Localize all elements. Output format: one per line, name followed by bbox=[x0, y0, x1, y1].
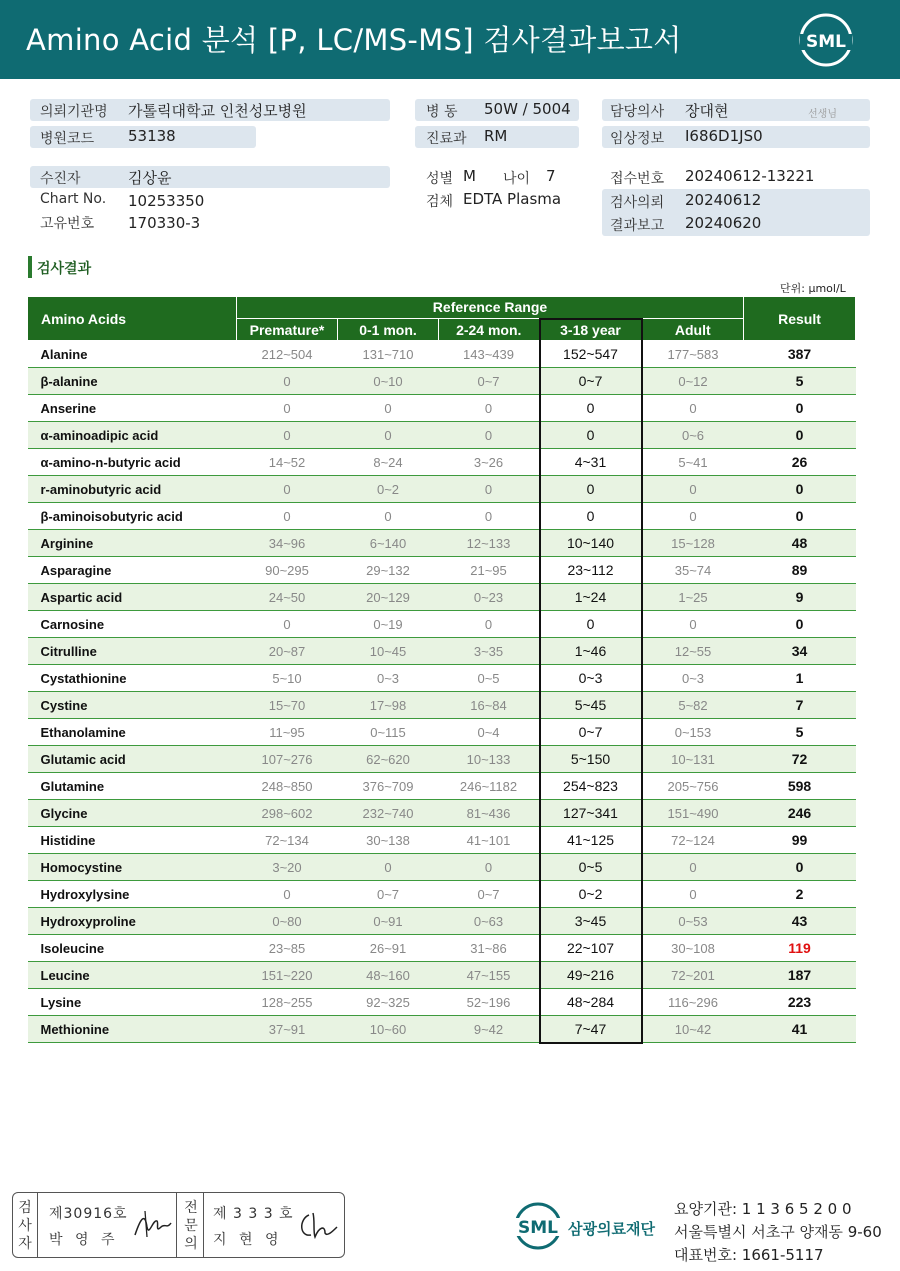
patient-label: 수진자 bbox=[40, 171, 81, 187]
amino-acid-name: Aspartic acid bbox=[28, 584, 237, 611]
reference-range-cell: 0~12 bbox=[642, 368, 744, 395]
reference-range-cell: 20~87 bbox=[237, 638, 338, 665]
reference-range-cell: 0 bbox=[642, 854, 744, 881]
reference-range-cell: 0 bbox=[237, 611, 338, 638]
sml-footer-logo-icon bbox=[512, 1200, 568, 1256]
reference-range-cell: 34~96 bbox=[237, 530, 338, 557]
reference-range-cell: 29~132 bbox=[338, 557, 439, 584]
table-row bbox=[28, 881, 856, 908]
reference-range-cell: 0 bbox=[237, 422, 338, 449]
reference-range-cell: 151~490 bbox=[642, 800, 744, 827]
table-row bbox=[28, 746, 856, 773]
result-cell: 26 bbox=[744, 449, 856, 476]
report-value: 20240620 bbox=[685, 214, 762, 232]
amino-acid-name: Methionine bbox=[28, 1016, 237, 1043]
table-row bbox=[28, 827, 856, 854]
subheader-1: 0-1 mon. bbox=[338, 319, 439, 341]
reference-range-cell: 48~284 bbox=[540, 989, 642, 1016]
reference-range-cell: 246~1182 bbox=[439, 773, 540, 800]
reference-range-cell: 72~201 bbox=[642, 962, 744, 989]
reference-range-cell: 31~86 bbox=[439, 935, 540, 962]
reference-range-cell: 0~80 bbox=[237, 908, 338, 935]
reference-range-cell: 0~23 bbox=[439, 584, 540, 611]
specialist-signature-icon bbox=[295, 1207, 339, 1243]
reference-range-cell: 48~160 bbox=[338, 962, 439, 989]
reference-range-cell: 35~74 bbox=[642, 557, 744, 584]
specimen-label: 검체 bbox=[426, 194, 454, 210]
amino-acid-name: α-aminoadipic acid bbox=[28, 422, 237, 449]
sex-value: M bbox=[463, 167, 476, 185]
reference-range-cell: 3~35 bbox=[439, 638, 540, 665]
result-cell: 99 bbox=[744, 827, 856, 854]
col-amino-acids: Amino Acids bbox=[28, 297, 237, 341]
result-cell: 223 bbox=[744, 989, 856, 1016]
reference-range-cell: 116~296 bbox=[642, 989, 744, 1016]
reference-range-cell: 232~740 bbox=[338, 800, 439, 827]
reference-range-cell: 37~91 bbox=[237, 1016, 338, 1043]
reference-range-cell: 0~91 bbox=[338, 908, 439, 935]
table-row bbox=[28, 800, 856, 827]
reference-range-cell: 0~5 bbox=[540, 854, 642, 881]
reference-range-cell: 24~50 bbox=[237, 584, 338, 611]
reference-range-cell: 151~220 bbox=[237, 962, 338, 989]
reference-range-cell: 8~24 bbox=[338, 449, 439, 476]
reference-range-cell: 23~112 bbox=[540, 557, 642, 584]
reference-range-cell: 0 bbox=[338, 854, 439, 881]
amino-acid-name: Hydroxyproline bbox=[28, 908, 237, 935]
reference-range-cell: 0~7 bbox=[338, 881, 439, 908]
reference-range-cell: 22~107 bbox=[540, 935, 642, 962]
reference-range-cell: 81~436 bbox=[439, 800, 540, 827]
table-row bbox=[28, 341, 856, 368]
dept-label: 진료과 bbox=[426, 131, 467, 147]
reference-range-cell: 0 bbox=[540, 422, 642, 449]
result-cell: 7 bbox=[744, 692, 856, 719]
clinical-value: I686D1JS0 bbox=[685, 127, 763, 145]
reference-range-cell: 0~19 bbox=[338, 611, 439, 638]
reference-range-cell: 152~547 bbox=[540, 341, 642, 368]
sml-logo-icon bbox=[798, 12, 854, 68]
reference-range-cell: 10~131 bbox=[642, 746, 744, 773]
institution-value: 가톨릭대학교 인천성모병원 bbox=[128, 102, 307, 120]
reference-range-cell: 0~7 bbox=[439, 368, 540, 395]
specialist-name: 지 현 영 bbox=[213, 1232, 283, 1248]
reference-range-cell: 10~133 bbox=[439, 746, 540, 773]
result-cell: 5 bbox=[744, 719, 856, 746]
result-cell: 187 bbox=[744, 962, 856, 989]
table-row bbox=[28, 692, 856, 719]
sml-logo-text: SML bbox=[806, 32, 846, 52]
result-cell: 43 bbox=[744, 908, 856, 935]
reference-range-cell: 72~124 bbox=[642, 827, 744, 854]
inspector-name: 박 영 주 bbox=[49, 1232, 119, 1248]
reference-range-cell: 92~325 bbox=[338, 989, 439, 1016]
table-row bbox=[28, 989, 856, 1016]
amino-acid-name: α-amino-n-butyric acid bbox=[28, 449, 237, 476]
amino-acid-name: Arginine bbox=[28, 530, 237, 557]
reference-range-cell: 0~7 bbox=[439, 881, 540, 908]
chart-no-label: Chart No. bbox=[40, 191, 107, 207]
patient-value: 김상윤 bbox=[128, 169, 172, 187]
patient-pill bbox=[30, 166, 390, 188]
reference-range-cell: 47~155 bbox=[439, 962, 540, 989]
table-row bbox=[28, 530, 856, 557]
reference-range-cell: 7~47 bbox=[540, 1016, 642, 1043]
reference-range-cell: 0~5 bbox=[439, 665, 540, 692]
table-row bbox=[28, 962, 856, 989]
reference-range-cell: 72~134 bbox=[237, 827, 338, 854]
specialist-number: 제 3 3 3 호 bbox=[213, 1206, 294, 1222]
reference-range-cell: 127~341 bbox=[540, 800, 642, 827]
reference-range-cell: 0 bbox=[642, 881, 744, 908]
reference-range-cell: 5~10 bbox=[237, 665, 338, 692]
specialist-label: 전문의 bbox=[184, 1200, 198, 1252]
table-row bbox=[28, 908, 856, 935]
amino-acid-name: Glutamic acid bbox=[28, 746, 237, 773]
signature-box bbox=[12, 1192, 345, 1258]
amino-acid-name: Isoleucine bbox=[28, 935, 237, 962]
reference-range-cell: 0~3 bbox=[540, 665, 642, 692]
result-cell: 41 bbox=[744, 1016, 856, 1043]
reference-range-cell: 5~41 bbox=[642, 449, 744, 476]
doctor-value: 장대현 bbox=[685, 102, 729, 120]
amino-acid-name: Carnosine bbox=[28, 611, 237, 638]
reference-range-cell: 0 bbox=[540, 395, 642, 422]
sig-divider bbox=[37, 1193, 38, 1257]
reference-range-cell: 0 bbox=[237, 503, 338, 530]
reference-range-cell: 62~620 bbox=[338, 746, 439, 773]
report-title: Amino Acid 분석 [P, LC/MS-MS] 검사결과보고서 bbox=[26, 23, 682, 57]
reference-range-cell: 10~45 bbox=[338, 638, 439, 665]
ward-value: 50W / 5004 bbox=[484, 100, 571, 118]
reference-range-cell: 41~101 bbox=[439, 827, 540, 854]
reference-range-cell: 30~138 bbox=[338, 827, 439, 854]
reference-range-cell: 376~709 bbox=[338, 773, 439, 800]
reference-range-cell: 0 bbox=[338, 422, 439, 449]
reference-range-cell: 0 bbox=[540, 503, 642, 530]
amino-acid-name: β-aminoisobutyric acid bbox=[28, 503, 237, 530]
unit-label: 단위: μmol/L bbox=[780, 282, 846, 295]
reference-range-cell: 0~2 bbox=[540, 881, 642, 908]
reference-range-cell: 3~45 bbox=[540, 908, 642, 935]
reference-range-cell: 52~196 bbox=[439, 989, 540, 1016]
amino-acid-name: Ethanolamine bbox=[28, 719, 237, 746]
subheader-4: Adult bbox=[642, 319, 744, 341]
uid-value: 170330-3 bbox=[128, 214, 201, 232]
reference-range-cell: 0 bbox=[439, 854, 540, 881]
subheader-3: 3-18 year bbox=[540, 319, 642, 341]
table-row bbox=[28, 395, 856, 422]
table-row bbox=[28, 584, 856, 611]
reference-range-cell: 0 bbox=[642, 503, 744, 530]
reference-range-cell: 3~20 bbox=[237, 854, 338, 881]
result-cell: 89 bbox=[744, 557, 856, 584]
sex-label: 성별 bbox=[426, 171, 454, 187]
reference-range-cell: 49~216 bbox=[540, 962, 642, 989]
reference-range-cell: 17~98 bbox=[338, 692, 439, 719]
reference-range-cell: 298~602 bbox=[237, 800, 338, 827]
results-table bbox=[27, 296, 856, 1044]
reference-range-cell: 177~583 bbox=[642, 341, 744, 368]
reference-range-cell: 0~6 bbox=[642, 422, 744, 449]
organization-phone: 대표번호: 1661-5117 bbox=[674, 1246, 824, 1264]
hospital-code-label: 병원코드 bbox=[40, 131, 95, 147]
request-label: 검사의뢰 bbox=[610, 195, 665, 211]
reference-range-cell: 0 bbox=[237, 395, 338, 422]
reference-range-cell: 16~84 bbox=[439, 692, 540, 719]
inspector-label: 검사자 bbox=[18, 1200, 32, 1252]
reference-range-cell: 254~823 bbox=[540, 773, 642, 800]
reference-range-cell: 11~95 bbox=[237, 719, 338, 746]
reference-range-cell: 5~150 bbox=[540, 746, 642, 773]
reference-range-cell: 0 bbox=[338, 503, 439, 530]
table-row bbox=[28, 557, 856, 584]
reference-range-cell: 0 bbox=[642, 476, 744, 503]
reference-range-cell: 14~52 bbox=[237, 449, 338, 476]
organization-address: 서울특별시 서초구 양재동 9-60 bbox=[674, 1223, 882, 1241]
table-row bbox=[28, 611, 856, 638]
dept-value: RM bbox=[484, 127, 508, 145]
amino-acid-name: Cystine bbox=[28, 692, 237, 719]
subheader-0: Premature* bbox=[237, 319, 338, 341]
amino-acid-name: Citrulline bbox=[28, 638, 237, 665]
reference-range-cell: 9~42 bbox=[439, 1016, 540, 1043]
reference-range-cell: 4~31 bbox=[540, 449, 642, 476]
reference-range-cell: 15~70 bbox=[237, 692, 338, 719]
reference-range-cell: 5~82 bbox=[642, 692, 744, 719]
table-row bbox=[28, 773, 856, 800]
reference-range-cell: 0 bbox=[439, 395, 540, 422]
reference-range-cell: 0~3 bbox=[338, 665, 439, 692]
reference-range-cell: 10~140 bbox=[540, 530, 642, 557]
report-label: 결과보고 bbox=[610, 218, 665, 234]
reference-range-cell: 12~133 bbox=[439, 530, 540, 557]
reference-range-cell: 0~3 bbox=[642, 665, 744, 692]
reference-range-cell: 6~140 bbox=[338, 530, 439, 557]
result-cell: 0 bbox=[744, 611, 856, 638]
hospital-code-value: 53138 bbox=[128, 127, 176, 145]
inspector-number: 제30916호 bbox=[49, 1206, 128, 1222]
reference-range-cell: 0 bbox=[439, 476, 540, 503]
result-cell: 48 bbox=[744, 530, 856, 557]
reference-range-cell: 0~7 bbox=[540, 368, 642, 395]
table-row bbox=[28, 449, 856, 476]
amino-acid-name: r-aminobutyric acid bbox=[28, 476, 237, 503]
amino-acid-name: Anserine bbox=[28, 395, 237, 422]
reference-range-cell: 128~255 bbox=[237, 989, 338, 1016]
reference-range-cell: 0 bbox=[642, 395, 744, 422]
doctor-suffix: 선생님 bbox=[808, 109, 837, 120]
reference-range-cell: 0~153 bbox=[642, 719, 744, 746]
result-cell: 119 bbox=[744, 935, 856, 962]
reference-range-cell: 0~53 bbox=[642, 908, 744, 935]
amino-acid-name: Leucine bbox=[28, 962, 237, 989]
reference-range-cell: 0 bbox=[439, 422, 540, 449]
section-title: 검사결과 bbox=[37, 261, 92, 277]
result-cell: 2 bbox=[744, 881, 856, 908]
reference-range-cell: 0 bbox=[237, 881, 338, 908]
reference-range-cell: 0~4 bbox=[439, 719, 540, 746]
care-number: 요양기관: 1 1 3 6 5 2 0 0 bbox=[674, 1200, 852, 1218]
section-marker bbox=[28, 256, 32, 278]
result-cell: 387 bbox=[744, 341, 856, 368]
table-row bbox=[28, 854, 856, 881]
age-label: 나이 bbox=[503, 171, 531, 187]
clinical-label: 임상정보 bbox=[610, 131, 665, 147]
amino-acid-name: Lysine bbox=[28, 989, 237, 1016]
amino-acid-name: Hydroxylysine bbox=[28, 881, 237, 908]
result-cell: 246 bbox=[744, 800, 856, 827]
amino-acid-name: Asparagine bbox=[28, 557, 237, 584]
reference-range-cell: 1~25 bbox=[642, 584, 744, 611]
inspector-signature-icon bbox=[131, 1207, 175, 1243]
result-cell: 0 bbox=[744, 503, 856, 530]
result-cell: 598 bbox=[744, 773, 856, 800]
reference-range-cell: 0~10 bbox=[338, 368, 439, 395]
reference-range-cell: 143~439 bbox=[439, 341, 540, 368]
amino-acid-name: Cystathionine bbox=[28, 665, 237, 692]
reference-range-cell: 23~85 bbox=[237, 935, 338, 962]
doctor-label: 담당의사 bbox=[610, 104, 665, 120]
table-row bbox=[28, 719, 856, 746]
organization-name: 삼광의료재단 bbox=[568, 1220, 655, 1238]
amino-acid-name: Homocystine bbox=[28, 854, 237, 881]
reference-range-cell: 0 bbox=[439, 611, 540, 638]
reference-range-cell: 0~2 bbox=[338, 476, 439, 503]
reference-range-cell: 20~129 bbox=[338, 584, 439, 611]
reference-range-cell: 21~95 bbox=[439, 557, 540, 584]
uid-label: 고유번호 bbox=[40, 216, 95, 232]
table-row bbox=[28, 422, 856, 449]
reference-range-cell: 90~295 bbox=[237, 557, 338, 584]
reference-range-cell: 205~756 bbox=[642, 773, 744, 800]
receipt-label: 접수번호 bbox=[610, 171, 665, 187]
reference-range-cell: 0~63 bbox=[439, 908, 540, 935]
reference-range-cell: 3~26 bbox=[439, 449, 540, 476]
table-row bbox=[28, 503, 856, 530]
amino-acid-name: β-alanine bbox=[28, 368, 237, 395]
amino-acid-name: Alanine bbox=[28, 341, 237, 368]
result-cell: 0 bbox=[744, 422, 856, 449]
amino-acid-name: Glycine bbox=[28, 800, 237, 827]
table-row bbox=[28, 1016, 856, 1043]
reference-range-cell: 10~42 bbox=[642, 1016, 744, 1043]
sig-divider bbox=[176, 1193, 177, 1257]
table-row bbox=[28, 935, 856, 962]
reference-range-cell: 0~7 bbox=[540, 719, 642, 746]
reference-range-cell: 0 bbox=[540, 611, 642, 638]
reference-range-cell: 1~24 bbox=[540, 584, 642, 611]
reference-range-cell: 0 bbox=[237, 476, 338, 503]
reference-range-cell: 41~125 bbox=[540, 827, 642, 854]
col-reference-range: Reference Range bbox=[237, 297, 744, 319]
result-cell: 1 bbox=[744, 665, 856, 692]
reference-range-cell: 0 bbox=[237, 368, 338, 395]
sig-divider bbox=[203, 1193, 204, 1257]
table-row bbox=[28, 368, 856, 395]
reference-range-cell: 0 bbox=[642, 611, 744, 638]
reference-range-cell: 12~55 bbox=[642, 638, 744, 665]
chart-no-value: 10253350 bbox=[128, 192, 205, 210]
reference-range-cell: 1~46 bbox=[540, 638, 642, 665]
col-result: Result bbox=[744, 297, 856, 341]
report-header bbox=[0, 0, 900, 79]
receipt-value: 20240612-13221 bbox=[685, 167, 815, 185]
result-cell: 0 bbox=[744, 476, 856, 503]
subheader-2: 2-24 mon. bbox=[439, 319, 540, 341]
result-cell: 9 bbox=[744, 584, 856, 611]
reference-range-cell: 0 bbox=[540, 476, 642, 503]
reference-range-cell: 10~60 bbox=[338, 1016, 439, 1043]
table-row bbox=[28, 638, 856, 665]
result-cell: 5 bbox=[744, 368, 856, 395]
result-cell: 34 bbox=[744, 638, 856, 665]
reference-range-cell: 131~710 bbox=[338, 341, 439, 368]
reference-range-cell: 107~276 bbox=[237, 746, 338, 773]
reference-range-cell: 26~91 bbox=[338, 935, 439, 962]
table-row bbox=[28, 476, 856, 503]
table-row bbox=[28, 665, 856, 692]
reference-range-cell: 0 bbox=[439, 503, 540, 530]
reference-range-cell: 5~45 bbox=[540, 692, 642, 719]
specimen-value: EDTA Plasma bbox=[463, 190, 562, 208]
ward-label: 병 동 bbox=[426, 104, 458, 120]
reference-range-cell: 0 bbox=[338, 395, 439, 422]
reference-range-cell: 212~504 bbox=[237, 341, 338, 368]
result-cell: 0 bbox=[744, 395, 856, 422]
sml-footer-logo-text: SML bbox=[518, 1218, 558, 1238]
request-value: 20240612 bbox=[685, 191, 762, 209]
amino-acid-name: Glutamine bbox=[28, 773, 237, 800]
institution-label: 의뢰기관명 bbox=[40, 104, 108, 120]
reference-range-cell: 30~108 bbox=[642, 935, 744, 962]
reference-range-cell: 0~115 bbox=[338, 719, 439, 746]
reference-range-cell: 248~850 bbox=[237, 773, 338, 800]
reference-range-cell: 15~128 bbox=[642, 530, 744, 557]
age-value: 7 bbox=[546, 167, 556, 185]
result-cell: 0 bbox=[744, 854, 856, 881]
result-cell: 72 bbox=[744, 746, 856, 773]
amino-acid-name: Histidine bbox=[28, 827, 237, 854]
